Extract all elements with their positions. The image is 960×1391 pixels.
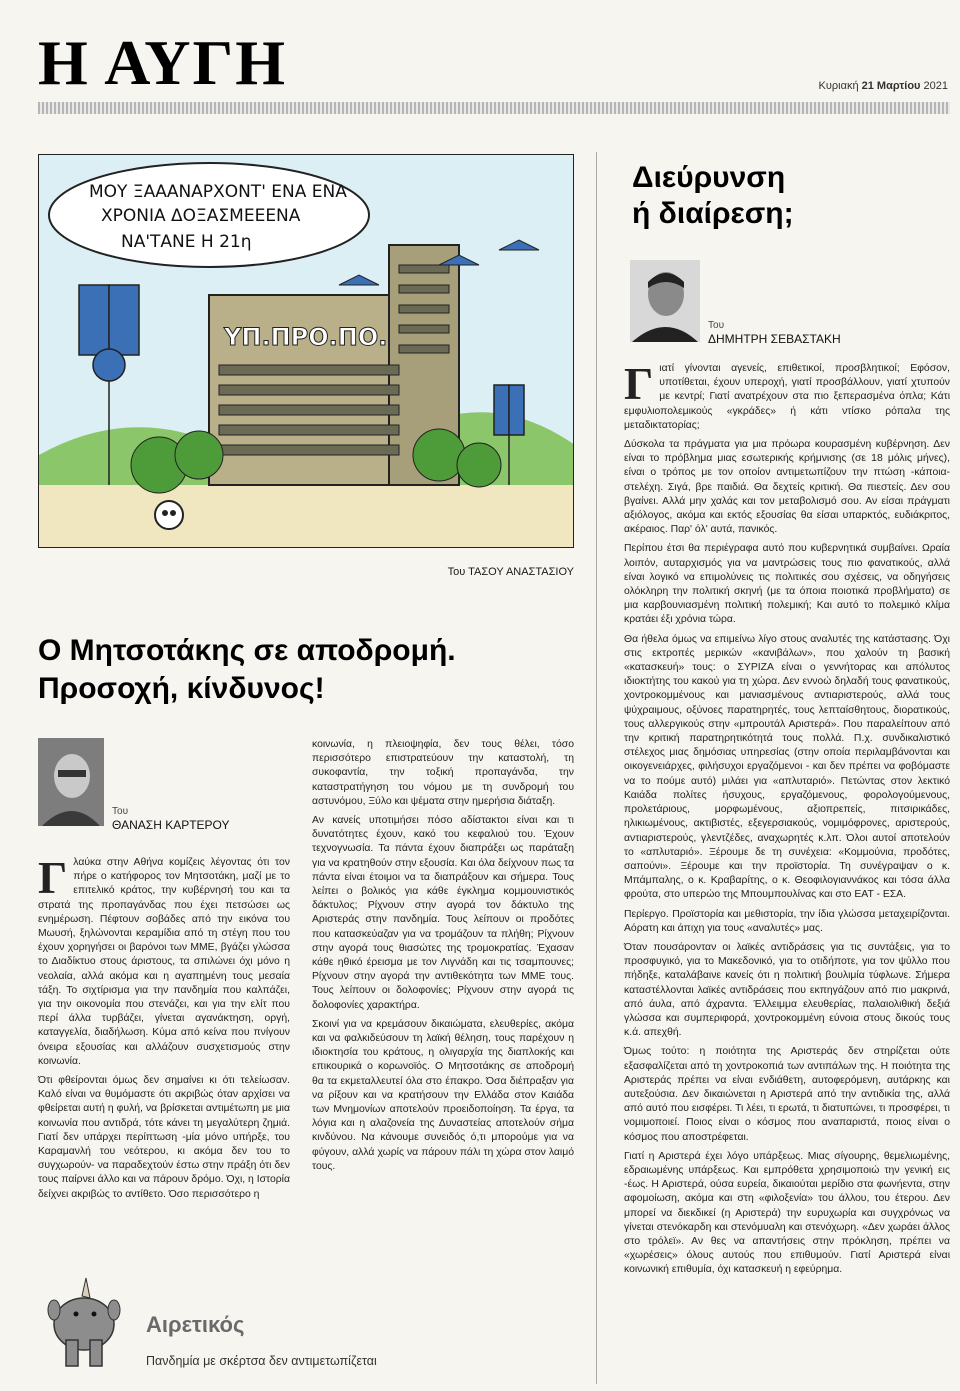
article-right-p4: Θα ήθελα όμως να επιμείνω λίγο στους αναλυτές της κατάστασης. Όχι στις εκτροπές μερικών «κανιβάλων», που χαλούν τη βασική «κατασκευή» τους: ο ΣΥΡΙΖΑ είναι ο γεννήτορας και απόλυτος ιδιοκτήτης του κακού για τη χώρα. Δεν εννοώ δηλαδή τους φανατικούς, χοντροκομμένους και μανιασμένους αντιαριστερούς, αλλά τους ψύχραιμους, οξύνοες παρατηρητές, τους λεπταίσθητους, διορατικούς, τους αλλεργικούς στην «μπρουτάλ Αριστερά». Που παραλείπουν από την κριτική παρατηρητικότητά τους πολλά. Π.χ. συνδικαλιστικό στέλεχος μιας δημόσιας υπηρεσίας (στην οποία περιλαμβάνονται και οικογενειάρχες, φιλήσυχοι εργαζόμενοι - και δεν πρέπει να φοβόμαστε να το πούμε αυτό) μιλάει για «απλυταριό». Πετώντας στον λεκτικό Καιάδα πολίτες ήσυχους, εργαζόμενους, φορολογούμενους, προλετάριους, μορφωμένους, αξιοπρεπείς, πιτσιρικάδες, ηλικιωμένους, ακτιβιστές, εξεγερσιακούς, νομιμόφρονες, αριστερούς, αντιαριστερούς, γλεντζέδες, αναχωρητές κ.λπ. Όλοι αυτοί αποτελούν το «απλυταριό». Ξέρουμε δε τη συνέχεια: «Κομμούνια, προδότες, σαπούνι». Ξέρουμε και την προϊστορία. Τη συνέγραψαν ο κ. Μπάμπαλης, ο κ. Κραβαρίτης, ο κ. Θεοφιλογιαννάκος και τόσα άλλα φρούτα, στο υπερώο της Μπουμπουλίνας και στο ΕΑΤ - ΕΣΑ. [624,633,950,901]
cartoon-drawing [39,155,574,548]
article-left-column-1 [38,852,290,1207]
author-photo-karterou-drawing [38,738,104,826]
editorial-cartoon [38,154,574,548]
article-left-col1-p2: Ότι φθείρονται όμως δεν σημαίνει κι ότι τελείωσαν. Καλό είναι να θυμόμαστε ότι ακριβώς όταν αρχίσει να φθείρεται αυτή η φυλή, να βρίσκεται αντιμέτωπη με μια κοινωνία που αντιδρά, τότε κάνει τη μεγαλύτερη ζημιά. Γιατί δεν υπάρχει περίπτωση -μία μόνο υπήρξε, του Καραμανλή του νεότερου, κι ακόμα δεν του το συγχωρούν- να παραδεχτούν έστω στην πράξη ότι δεν τους παίρνει άλλο και να πάρουν δρόμο. Όχι, η Ιστορία δείχνει ακριβώς το αντίθετο. Όσο περισσότερο η [38,1075,290,1200]
article-left-column-2 [312,738,574,1179]
dateline-date: 21 Μαρτίου [861,80,921,92]
article-right-p1: ιατί γίνονται αγενείς, επιθετικοί, προσβλητικοί; Εφόσον, υποτίθεται, έχουν υπεροχή, γιατί προσβάλλουν, γιατί χτυπούν με κεντρί; Γιατί ανατρέχουν στα πιο ξεπερασμένα όπλα; Κάτι εμφυλιοπολεμικούς «γκράδες» ή κάτι ντίσκο ρόπαλα της μεταδικτατορίας; [624,363,950,431]
article-left-col1-p1: λαύκα στην Αθήνα κομίζεις λέγοντας ότι τον πήρε ο κατήφορος τον Μητσοτάκη, μαζί με το επιτελικό κράτος, την κυβέρνησή του και τα στρατά της προπαγάνδας που έχει πετσώσει ως ενημέρωση. Πέφτουν σοβάδες από την εικόνα του Μωυσή, ξηλώνονται κεραμίδια από τη στέγη που του έχουν χορηγήσει οι βαρόνοι των ΜΜΕ, βγάζει γλώσσα το Διαδίκτυο στους άριστους, τα σπιλώνει όχι μόνο η νεολαία, αλλά ακόμα και η αγαπημένη τους μεσαία τάξη. Το σιχτίρισμα για την πανδημία που καλπάζει, για την οικονομία που στενάζει, και για την ελίτ που περί άλλα τυρβάζει, γίνεται αγανάκτηση, οργή, καταγγελία, διαδήλωση. Κύμα από κείνα που πνίγουν όνειρα εξουσίας και αλλάζουν συσχετισμούς στην κοινωνία. [38,857,290,1067]
article-right-p7: Όμως τούτο: η ποιότητα της Αριστεράς δεν στηρίζεται ούτε εξασφαλίζεται από τη χοντροκοπιά των αντιπάλων της. Η ποιότητα της Αριστεράς πρέπει να είναι ενδιάθετη, αυτοφερόμενη, αυτάρκης και αυτεξούσια. Δεν δικαιώνεται η Αριστερά από την αντιδικία της, αλλά από αυτό που εισφέρει. Τι λέει, τι ερωτά, τι διατυπώνει, τι προσφέρει, τι νομιμοποιεί. Ποιος είναι ο κόσμος που αναπαριστά, ποιος είναι ο κόσμος που αποστρέφεται. [624,1046,950,1143]
author-photo-sevastaki-drawing [630,260,700,342]
author-photo-sevastaki [630,260,700,342]
article-right-p8: Γιατί η Αριστερά έχει λόγο υπάρξεως. Μιας σίγουρης, θεμελιωμένης, εδραιωμένης υπάρξεως. Και εμπρόθετα χρησιμοποιώ την γενική εις -έως. Η Αριστερά, ούσα ευρεία, δικαιούται μερίδιο στα φωνήεντα, στην αφομοίωση, ακόμα και στη «φιλοξενία» του άλλου, του έτερου. Δεν μπορεί να διεκδικεί (η Αριστερά) την ευρυχωρία και συγχρόνως να γίνεται στενόκαρδη και στενόμυαλη και στενόχωρη. «Δεν χωράει άλλος στο τρόλεϊ». Αν θες να απαντήσεις στην πρόκληση, πρέπει να «χωρέσεις» όλους αυτούς που επιθυμούν. Γιατί Αριστερά είναι κοινωνική επιθυμία, όχι κατασκευή η εφεύρημα. [624,1150,950,1276]
rhino-icon [38,1274,128,1370]
article-right-p3: Περίπου έτσι θα περιέγραφα αυτό που κυβερνητικά συμβαίνει. Ωραία λοιπόν, αυταρχισμός για να μαντρώσεις τους πιο φανατικούς, αλλά είναι λογικό να επιμολύνεις τις πολιτικές σου σχέσεις, να οδηγήσεις ολόκληρη την πολιτική σκηνή (με τα όποια ποιοτικά προβλήματα) σε μια καρβουνιασμένη πολιτική πολεμική; Και αυτό το πολεμικό κλίμα κρατάει έξι χρόνια τώρα. [624,543,950,626]
cartoon-bubble-line2: ΧΡΟΝΙΑ ΔΟΞΑΣΜΕΕΕΝΑ [101,206,301,226]
cartoon-building-sign: ΥΠ.ΠΡΟ.ΠΟ. [224,323,388,351]
masthead-title: Η ΑΥΓΗ [38,27,287,98]
article-left-headline-line1: Ο Μητσοτάκης σε αποδρομή. [38,634,456,667]
dateline-day: Κυριακή [818,80,859,92]
article-left-col2-p3: Σκοινί για να κρεμάσουν δικαιώματα, ελευθερίες, ακόμα και να φαλκιδεύσουν τη λαϊκή θέληση, τους παρέχουν η ιδιοκτησία του κράτους, η ολιγαρχία της διαπλοκής και επικουρικά ο κορωνοϊός. Ο Μητσοτάκης σε αποδρομή θα τα εκμεταλλευτεί όλα στο έπακρο. Όσα διέπραξαν για να ρίξουν και να κρατήσουν την Ελλάδα στον Καιάδα των Μνημονίων αποτελούν προειδοποίηση. Τα έργα, τα λόγια και η αλαζονεία της Δυναστείας αποτελούν σήμα κινδύνου. Να κάνουμε συνειδός ό,τι μπορούμε για να φύγουν, αλλά χωρίς να πάρουν πάλι τη χώρα στον λαιμό τους. [312,1018,574,1172]
article-right-p5: Περίεργο. Προϊστορία και μεθιστορία, την ίδια γλώσσα μεταχειρίζονται. Αόρατη και άπιχη για τους «αναλυτές» μας. [624,908,950,934]
article-right-headline-line2: ή διαίρεση; [632,197,794,230]
column-subtitle-airetikos: Πανδημία με σκέρτσα δεν αντιμετωπίζεται [146,1354,377,1368]
author-left-prefix: Του [112,806,129,817]
article-left-dropcap: Γ [38,852,68,903]
author-right-prefix: Του [708,320,725,331]
author-left-name: ΘΑΝΑΣΗ ΚΑΡΤΕΡΟΥ [112,818,230,832]
article-left-paragraph [38,852,290,1069]
article-right-headline-line1: Διεύρυνση [632,161,786,194]
cartoon-bubble-line1: ΜΟΥ ΞΑΑΑΝΑΡΧΟΝΤ' ΕΝΑ ΕΝΑ [89,182,347,202]
article-right-paragraph [624,358,950,433]
article-right-dropcap: Γ [624,358,654,409]
column-title-airetikos: Αιρετικός [146,1312,245,1337]
article-left-col2-p2: Αν κανείς υποτιμήσει πόσο αδίστακτοι είναι και τι δυνατότητες έχουν, κακό του κεφαλιού του. Έχουν τεχνογνωσία. Τα πάντα έχουν διαπράξει ως παράταξη για να κρατηθούν στην εξουσία. Και όλα δείχνουν πως τα πάντα είναι έτοιμοι να τα διαπράξουν και σήμερα. Τους λείπει ο βολικός για κάθε έγκλημα κομμουνιστικός δάκτυλος; Ρίχνουν στην αγορά τον δάκτυλο της Αριστεράς στην πανδημία. Τους λείπουν οι προδότες που κατασκεύαζαν για να τρομάζουν τα πλήθη; Ρίχνουν στην αγορά τους θιασώτες της τρομοκρατίας. Έχασαν κάθε ηθικό έρεισμα με τον Λιγνάδη και τις τσαμπουνες; Ρίχνουν στην αγορά την αντιθεκότητα των ΜΜΕ τους. Τους λείπουν οι δολοφονίες; Ρίχνουν στην αγορά τις δολοφονίες χαρακτήρα. [312,815,574,1011]
article-left-headline [38,632,578,708]
author-right-name: ΔΗΜΗΤΡΗ ΣΕΒΑΣΤΑΚΗ [708,332,841,346]
article-right-headline [632,160,932,232]
article-right-p6: Όταν πουσάρονταν οι λαϊκές αντιδράσεις για τις συντάξεις, για το προσφυγικό, για το Μακεδονικό, για το οτιδήποτε, για τον ψύλλο που πήδηξε, καταλάβαινε κανείς ότι η πολιτική βουλιμία τύφλωνε. Σήμερα καταστέλλονται λαϊκές αντιδράσεις που εκπηγάζουν από πιο μακρινά, από άυλα, από άχραντα. Έλλειμμα ελευθερίας, παλαιολιθική δεξιά γλώσσα και συμπεριφορά, χοντροκομμένη εύνοια στους δικούς τους κ.ά. απεχθή. [624,941,950,1039]
article-left-headline-line2: Προσοχή, κίνδυνος! [38,672,325,705]
dateline-year: 2021 [923,80,948,92]
cartoon-credit-prefix: Του [447,566,466,578]
cartoon-credit [360,566,574,578]
author-photo-karterou [38,738,104,826]
article-right-p2: Δύσκολα τα πράγματα για μια πρόωρα κουρασμένη κυβέρνηση. Δεν είναι το πρόβλημα μιας εσωτερικής κρήμνισης (σε 18 μόλις μήνες), είναι ο τρόπος με τον οποίον αντιμετωπίζουν την πτώση -κάποια- στελέχη. Σιγά, βρε παιδιά. Θα δεχτείς κριτική. Θα πιεστείς. Δεν σου βγαίνει. Αλλά μην χαλάς και τον μεταβολισμό σου. Αν είσαι πράγματι αξιόλογος, ακόμα και εκτός εξουσίας θα είσαι υπαρκτός, ευδιάκριτος, ακέραιος. Παρ' όλ' αυτά, πανικός. [624,439,950,536]
dateline [819,80,948,92]
article-left-col2-p1: κοινωνία, η πλειοψηφία, δεν τους θέλει, τόσο περισσότερο επιστρατεύουν την καταστολή, τη συκοφαντία, την τοξική προπαγάνδα, την καταστρατήγηση του νόμου με τη συνδρομή του αστυνόμου, Ξύλο και ψέματα στην ημερήσια διάταξη. [312,739,574,807]
rhino-drawing [38,1274,128,1370]
article-right-column [624,358,950,1283]
column-divider [596,152,597,1384]
cartoon-credit-name: ΤΑΣΟΥ ΑΝΑΣΤΑΣΙΟΥ [468,566,574,578]
cartoon-bubble-line3: ΝΑ'ΤΑΝΕ Η 21η [121,232,252,252]
masthead-rule [38,102,950,114]
